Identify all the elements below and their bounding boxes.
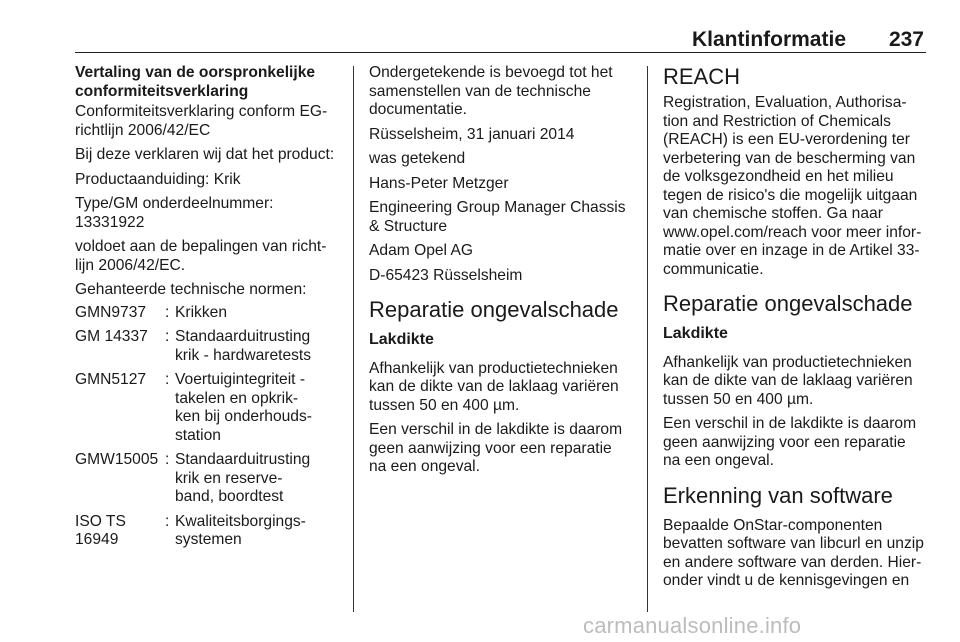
paragraph: Hans-Peter Metzger: [369, 174, 509, 192]
norm-separator: :: [165, 328, 170, 345]
page-title: Klantinformatie: [691, 28, 846, 51]
declaration-heading: Vertaling van de oorspronkelijke conformiteitsverklaring: [75, 64, 316, 100]
paragraph: Conformiteitsverklaring conform EG- richtlijn 2006/42/EC: [75, 103, 328, 139]
paragraph: Een verschil in de lakdikte is daarom geen aanwijzing voor een reparatie na een ongeval.: [663, 415, 917, 469]
norm-separator: :: [165, 512, 170, 530]
section-heading: Reparatie ongevalschade: [663, 291, 913, 316]
paragraph: D-65423 Rüsselsheim: [369, 266, 523, 284]
norm-code: GM 14337: [75, 328, 148, 345]
section-heading: Erkenning van software: [663, 482, 893, 508]
subsection-heading: Lakdikte: [369, 331, 434, 348]
norm-code: GMN5127: [75, 371, 147, 388]
paragraph: Bepaalde OnStar-componenten bevatten software van libcurl en unzip en andere software van derden. Hier- onder vindt u de kennisgevingen en: [663, 516, 924, 589]
paragraph: Afhankelijk van productietechnieken kan de dikte van de laklaag variëren tussen 50 en 400 µm.: [369, 359, 619, 414]
paragraph: Afhankelijk van productietechnieken kan de dikte van de laklaag variëren tussen 50 en 400 µm.: [663, 353, 913, 408]
paragraph: Ondergetekende is bevoegd tot het samenstellen van de technische documentatie.: [369, 64, 613, 118]
paragraph: Bij deze verklaren wij dat het product:: [75, 146, 335, 163]
column-divider-2: [647, 66, 648, 612]
norm-separator: :: [165, 303, 170, 321]
paragraph: Engineering Group Manager Chassis & Structure: [369, 199, 626, 235]
column-2: [369, 64, 634, 483]
section-heading: Reparatie ongevalschade: [369, 297, 619, 322]
norm-description: Kwaliteitsborgings- systemen: [175, 512, 306, 548]
norms-list: [75, 304, 341, 556]
paragraph: Type/GM onderdeelnummer: 13331922: [75, 195, 274, 231]
paragraph: voldoet aan de bepalingen van richt- lijn 2006/42/EC.: [75, 238, 327, 274]
reach-paragraph: Registration, Evaluation, Authorisa- tion and Restriction of Chemicals (REACH) is een EU-verordening ter verbetering van de bescherming van de volksgezondheid en het milieu tegen de risico's die mogelijk uitgaan van chemische stoffen. Ga naar www.opel.com/reach voor meer infor- matie over en inzage in de Artikel 33- communicatie.: [663, 94, 922, 278]
watermark: carmanualsonline.info: [583, 613, 802, 638]
page-number: 237: [888, 28, 924, 51]
paragraph: Adam Opel AG: [369, 242, 474, 259]
norm-code: GMW15005: [75, 451, 159, 468]
norm-separator: :: [165, 371, 170, 388]
norm-code: ISO TS 16949: [75, 512, 126, 548]
norm-description: Krikken: [175, 303, 227, 321]
norm-code: GMN9737: [75, 303, 147, 321]
paragraph: Een verschil in de lakdikte is daarom geen aanwijzing voor een reparatie na een ongeval.: [369, 421, 623, 475]
column-divider-1: [353, 66, 354, 612]
paragraph: Productaanduiding: Krik: [75, 170, 241, 188]
norm-separator: :: [165, 451, 170, 468]
subsection-heading: Lakdikte: [663, 325, 728, 342]
paragraph: Rüsselsheim, 31 januari 2014: [369, 125, 575, 143]
norm-description: Standaarduitrusting krik en reserve- band, boordtest: [175, 451, 311, 505]
norm-description: Voertuigintegriteit - takelen en opkrik- ken bij onderhouds- station: [175, 371, 312, 444]
page-header: [75, 28, 926, 53]
column-1: [75, 64, 341, 556]
reach-heading: REACH: [663, 64, 741, 89]
column-3: [663, 64, 928, 597]
paragraph: was getekend: [369, 150, 466, 167]
norm-description: Standaarduitrusting krik - hardwaretests: [175, 328, 312, 364]
paragraph: Gehanteerde technische normen:: [75, 281, 307, 298]
